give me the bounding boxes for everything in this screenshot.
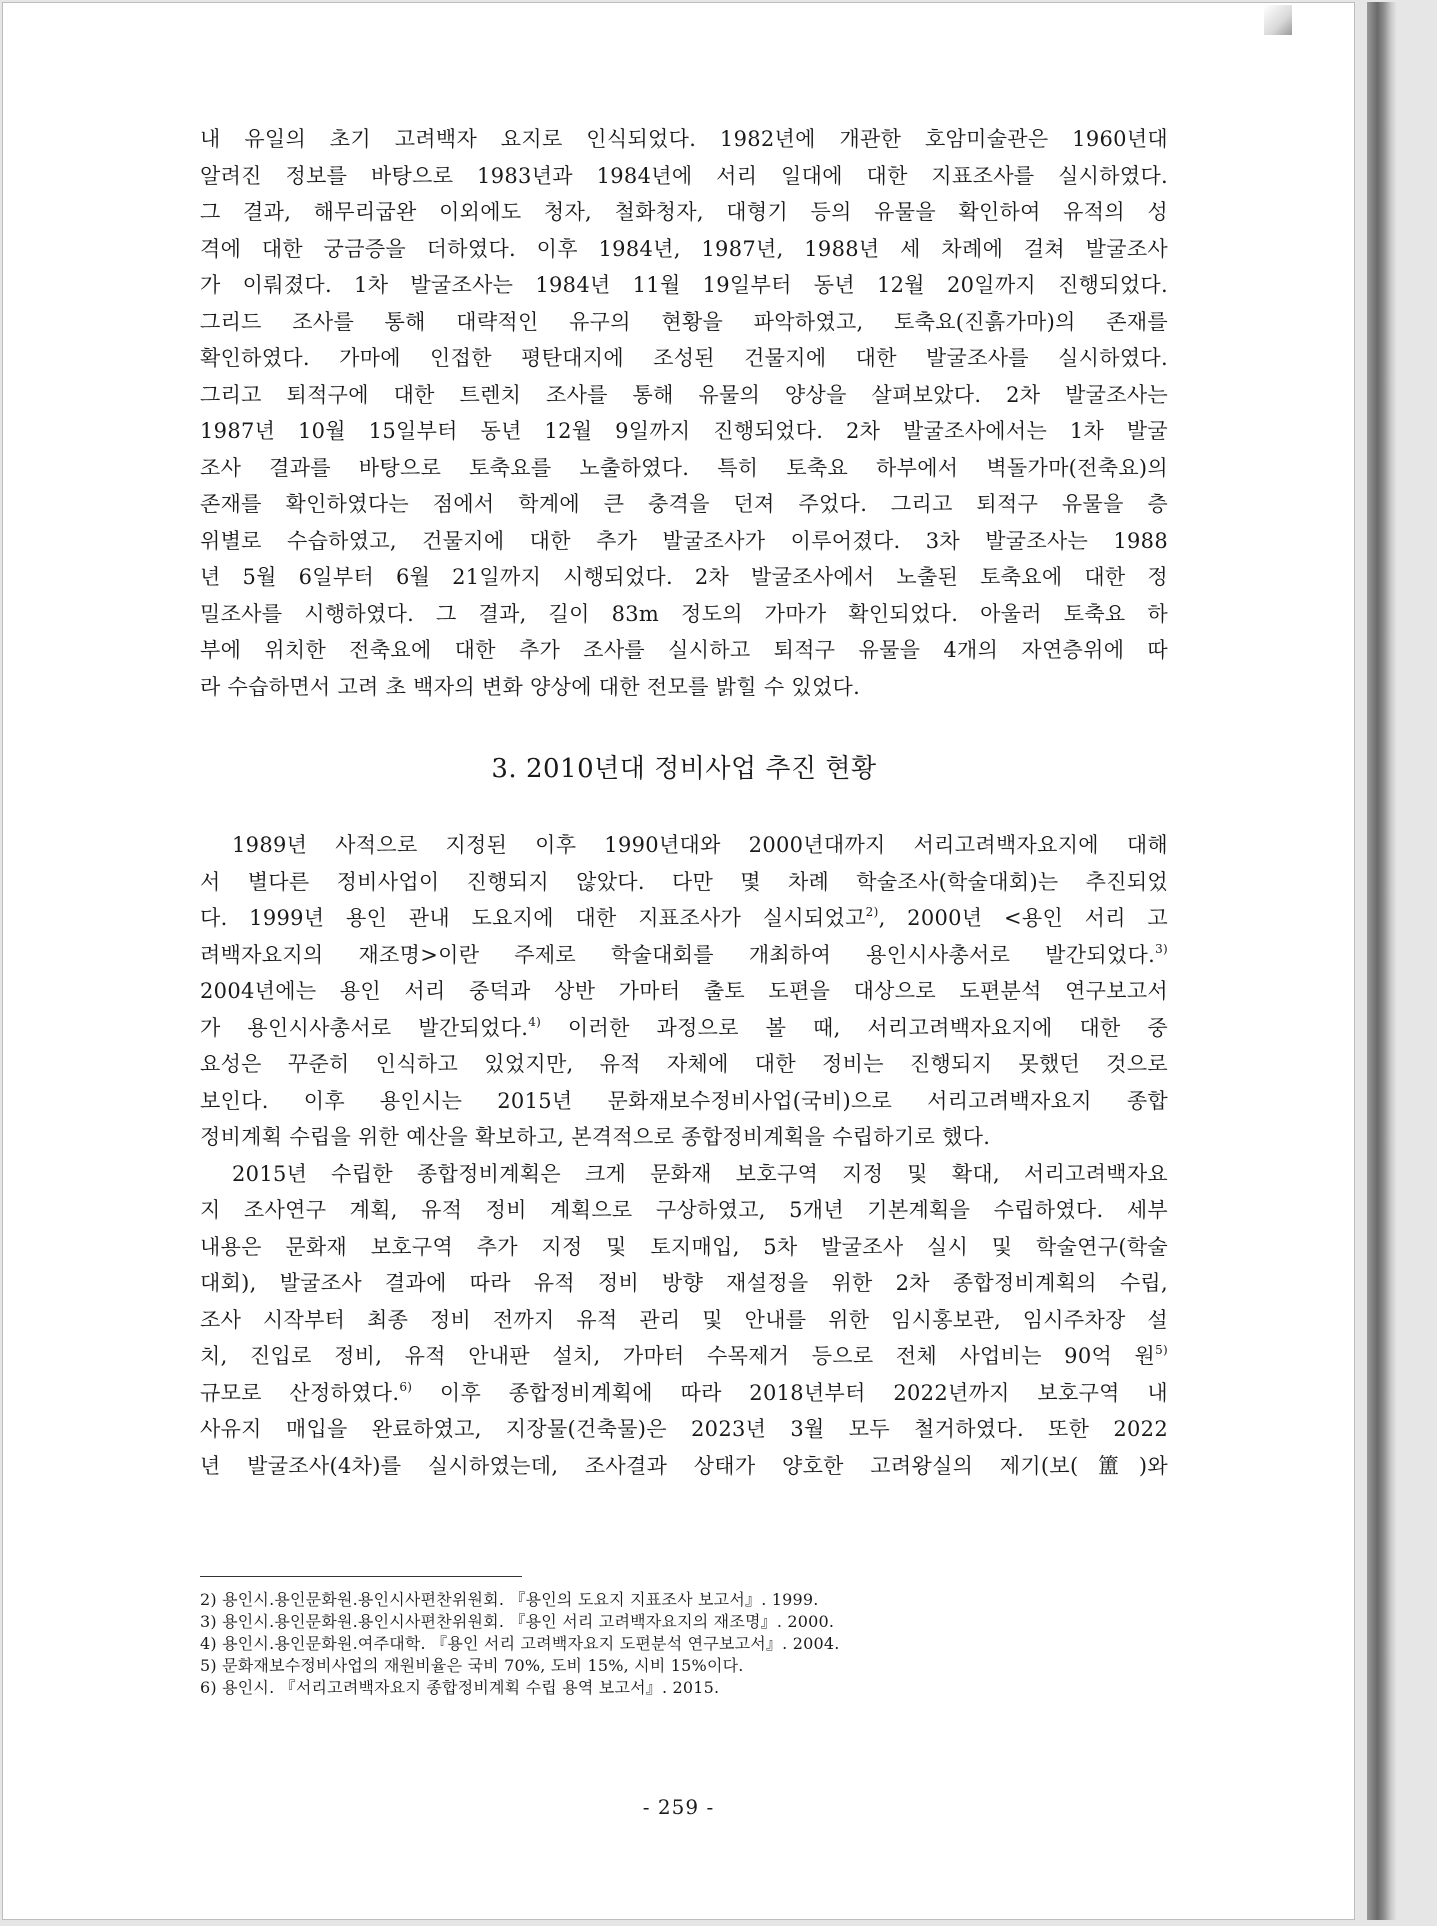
text-line: 가 이뤄졌다. 1차 발굴조사는 1984년 11월 19일부터 동년 12월 20일까지 진행되었다. bbox=[200, 273, 1168, 297]
text-line bbox=[200, 1338, 1168, 1375]
text-line: 그 결과, 해무리굽완 이외에도 청자, 철화청자, 대형기 등의 유물을 확인하여 유적의 성 bbox=[200, 200, 1168, 224]
text-line: 내 유일의 초기 고려백자 요지로 인식되었다. 1982년에 개관한 호암미술관은 1960년대 bbox=[200, 127, 1168, 151]
footnote-5: 5) 문화재보수정비사업의 재원비율은 국비 70%, 도비 15%, 시비 15%이다. bbox=[200, 1656, 744, 1675]
footnote-3: 3) 용인시.용인문화원.용인시사편찬위원회. 『용인 서리 고려백자요지의 재조명』. 2000. bbox=[200, 1612, 835, 1631]
line-text: 이러한 과정으로 볼 때, 서리고려백자요지에 대한 중 bbox=[541, 1015, 1169, 1040]
body-text bbox=[200, 121, 1168, 1484]
text-line: 밀조사를 시행하였다. 그 결과, 길이 83m 정도의 가마가 확인되었다. 아울러 토축요 하 bbox=[200, 601, 1168, 626]
text-line: 위별로 수습하였고, 건물지에 대한 추가 발굴조사가 이루어졌다. 3차 발굴조사는 1988 bbox=[200, 528, 1169, 553]
line-text: 치, 진입로 정비, 유적 안내판 설치, 가마터 수목제거 등으로 전체 사업비는 90억 원 bbox=[200, 1344, 1156, 1368]
page-number: - 259 - bbox=[642, 1795, 715, 1819]
text-line: 그리고 퇴적구에 대한 트렌치 조사를 통해 유물의 양상을 살펴보았다. 2차 발굴조사는 bbox=[200, 382, 1168, 407]
footnote-4: 4) 용인시.용인문화원.여주대학. 『용인 서리 고려백자요지 도편분석 연구보고서』. 2004. bbox=[200, 1634, 840, 1653]
text-line: 격에 대한 궁금증을 더하였다. 이후 1984년, 1987년, 1988년 세 차례에 걸쳐 발굴조사 bbox=[200, 236, 1168, 261]
page-curl-corner bbox=[1264, 5, 1292, 35]
text-line: 년 발굴조사(4차)를 실시하였는데, 조사결과 상태가 양호한 고려왕실의 제기(보(簠)와 bbox=[200, 1453, 1168, 1478]
text-line: 년 5월 6일부터 6월 21일까지 시행되었다. 2차 발굴조사에서 노출된 토축요에 대한 정 bbox=[200, 565, 1168, 589]
footnote-ref-6[interactable]: 6) bbox=[399, 1379, 413, 1394]
text-line: 부에 위치한 전축요에 대한 추가 조사를 실시하고 퇴적구 유물을 4개의 자연층위에 따 bbox=[200, 638, 1168, 662]
text-line: 2015년 수립한 종합정비계획은 크게 문화재 보호구역 지정 및 확대, 서리고려백자요 bbox=[232, 1161, 1168, 1186]
line-text: 가 용인시사총서로 발간되었다. bbox=[200, 1015, 529, 1040]
text-line: 서 별다른 정비사업이 진행되지 않았다. 다만 몇 차례 학술조사(학술대회)는 추진되었 bbox=[200, 869, 1168, 894]
paragraph-master-plan bbox=[200, 1156, 1168, 1485]
text-line: 조사 결과를 바탕으로 토축요를 노출하였다. 특히 토축요 하부에서 벽돌가마(전축요)의 bbox=[200, 455, 1168, 480]
document-page bbox=[2, 2, 1355, 1920]
line-text: , 2000년 <용인 서리 고 bbox=[878, 906, 1168, 930]
text-line: 보인다. 이후 용인시는 2015년 문화재보수정비사업(국비)으로 서리고려백자요지 종합 bbox=[200, 1088, 1168, 1113]
text-line: 지 조사연구 계획, 유적 정비 계획으로 구상하였고, 5개년 기본계획을 수립하였다. 세부 bbox=[200, 1198, 1168, 1222]
text-line: 조사 시작부터 최종 정비 전까지 유적 관리 및 안내를 위한 임시홍보관, 임시주차장 설 bbox=[200, 1307, 1168, 1332]
text-line: 2004년에는 용인 서리 중덕과 상반 가마터 출토 도편을 대상으로 도편분석 연구보고서 bbox=[200, 979, 1168, 1003]
text-line: 대회), 발굴조사 결과에 따라 유적 정비 방향 재설정을 위한 2차 종합정비계획의 수립, bbox=[200, 1271, 1168, 1295]
page-edge-shadow bbox=[1367, 2, 1397, 1920]
paragraph-designation bbox=[200, 827, 1168, 1156]
text-line: 내용은 문화재 보호구역 추가 지정 및 토지매입, 5차 발굴조사 실시 및 학술연구(학술 bbox=[200, 1234, 1168, 1259]
footnote-ref-5[interactable]: 5) bbox=[1155, 1343, 1168, 1357]
text-line: 라 수습하면서 고려 초 백자의 변화 양상에 대한 전모를 밝힐 수 있었다. bbox=[200, 674, 861, 699]
line-text: 규모로 산정하였다. bbox=[200, 1380, 400, 1405]
text-line: 존재를 확인하였다는 점에서 학계에 큰 충격을 던져 주었다. 그리고 퇴적구 유물을 층 bbox=[200, 492, 1168, 516]
text-line: 1989년 사적으로 지정된 이후 1990년대와 2000년대까지 서리고려백자요지에 대해 bbox=[232, 833, 1168, 857]
footnotes bbox=[200, 1576, 1168, 1699]
footnote-6: 6) 용인시. 『서리고려백자요지 종합정비계획 수립 용역 보고서』. 2015. bbox=[200, 1678, 720, 1697]
footnote-ref-4[interactable]: 4) bbox=[528, 1014, 542, 1029]
footnote-ref-2[interactable]: 2) bbox=[865, 905, 879, 919]
text-line: 정비계획 수립을 위한 예산을 확보하고, 본격적으로 종합정비계획을 수립하기로 했다. bbox=[200, 1125, 991, 1149]
line-text: 이후 종합정비계획에 따라 2018년부터 2022년까지 보호구역 내 bbox=[412, 1380, 1168, 1405]
text-line: 사유지 매입을 완료하였고, 지장물(건축물)은 2023년 3월 모두 철거하였다. 또한 2022 bbox=[200, 1417, 1168, 1441]
line-text: 다. 1999년 용인 관내 도요지에 대한 지표조사가 실시되었고 bbox=[200, 906, 866, 930]
text-line: 알려진 정보를 바탕으로 1983년과 1984년에 서리 일대에 대한 지표조사를 실시하였다. bbox=[200, 163, 1168, 188]
footnote-ref-3[interactable]: 3) bbox=[1155, 941, 1168, 956]
text-line bbox=[200, 900, 1168, 937]
text-line: 확인하였다. 가마에 인접한 평탄대지에 조성된 건물지에 대한 발굴조사를 실시하였다. bbox=[200, 346, 1168, 370]
text-line bbox=[200, 1375, 1168, 1412]
text-line bbox=[200, 937, 1168, 974]
text-line: 그리드 조사를 통해 대략적인 유구의 현황을 파악하였고, 토축요(진흙가마)의 존재를 bbox=[200, 309, 1168, 334]
text-line bbox=[200, 1010, 1168, 1047]
footnote-2: 2) 용인시.용인문화원.용인시사편찬위원회. 『용인의 도요지 지표조사 보고서』. 1999. bbox=[200, 1590, 819, 1609]
section-heading: 3. 2010년대 정비사업 추진 현황 bbox=[491, 754, 877, 784]
footnote-divider bbox=[200, 1576, 522, 1577]
text-line: 요성은 꾸준히 인식하고 있었지만, 유적 자체에 대한 정비는 진행되지 못했던 것으로 bbox=[200, 1052, 1168, 1076]
paragraph-excavation-history bbox=[200, 121, 1168, 705]
text-line: 1987년 10월 15일부터 동년 12월 9일까지 진행되었다. 2차 발굴조사에서는 1차 발굴 bbox=[200, 419, 1168, 443]
line-text: 려백자요지의 재조명>이란 주제로 학술대회를 개최하여 용인시사총서로 발간되었다. bbox=[200, 942, 1156, 967]
